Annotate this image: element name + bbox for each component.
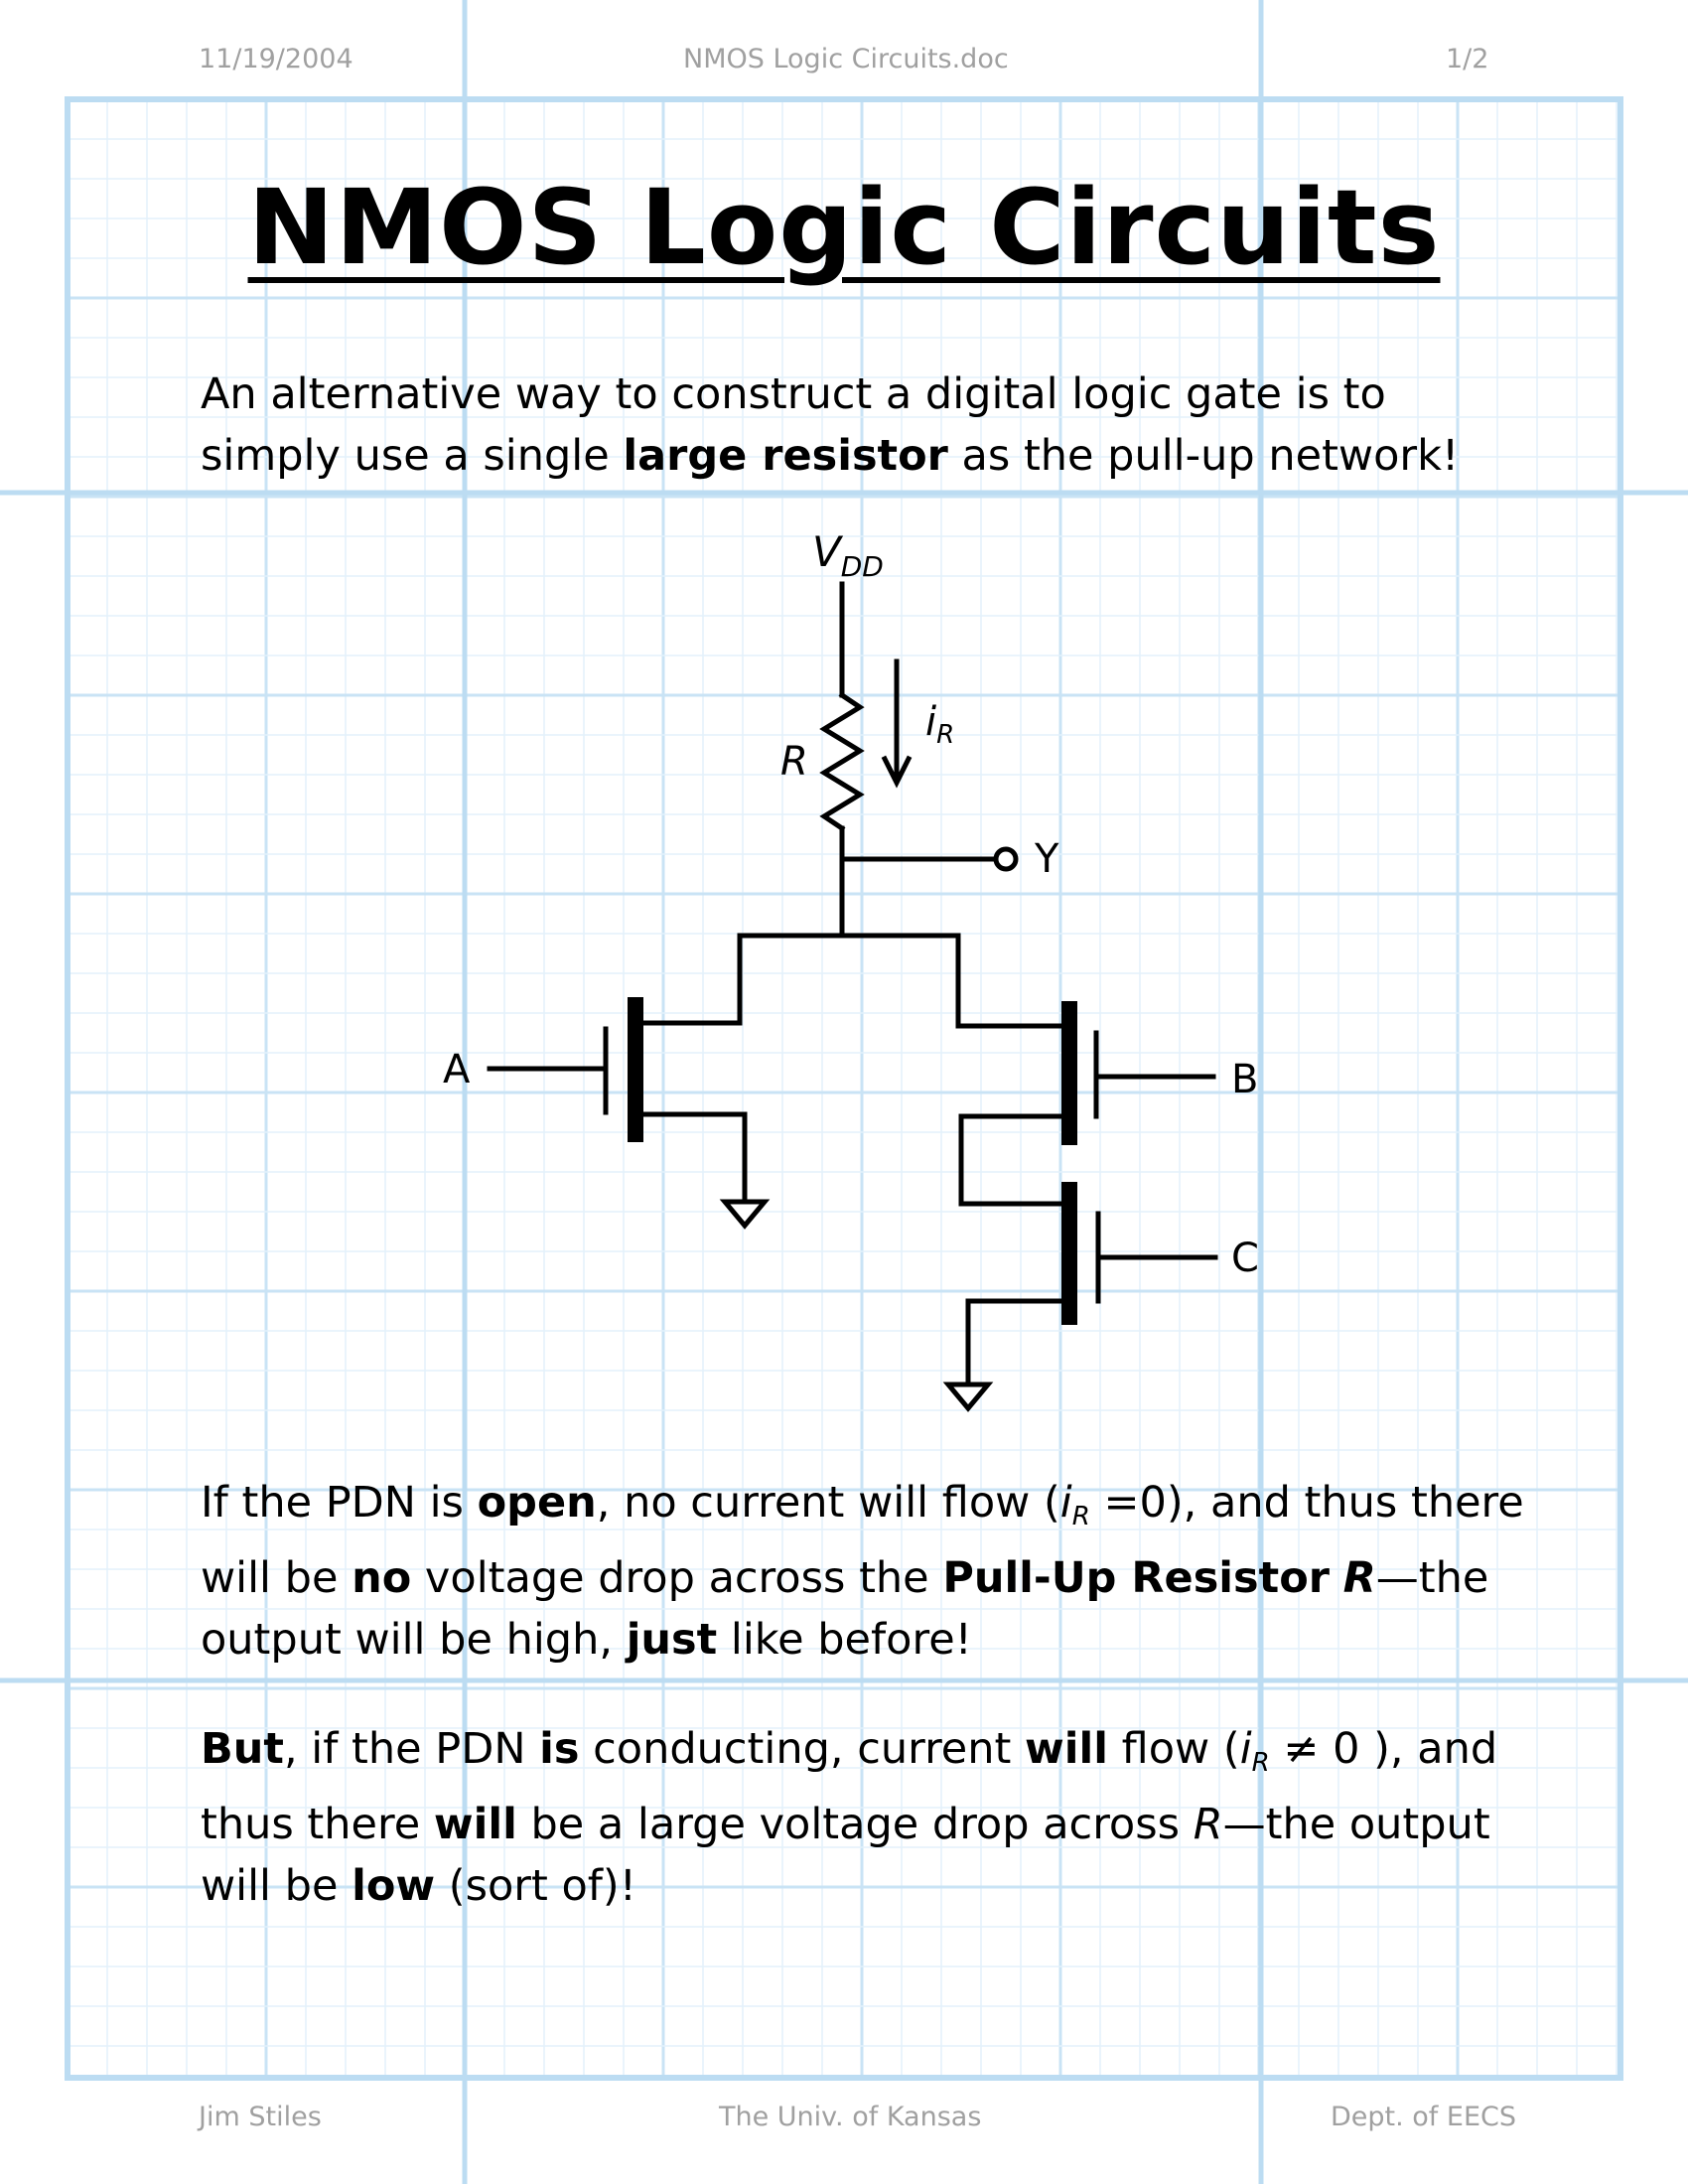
page-title: NMOS Logic Circuits <box>247 167 1441 288</box>
header-date: 11/19/2004 <box>199 44 353 74</box>
cond-current-symbol: i <box>1239 1724 1252 1774</box>
footer-department: Dept. of EECS <box>1331 2102 1517 2132</box>
open-text-3: =0), and thus there will be <box>201 1478 1524 1603</box>
open-bold-italic-r: R <box>1342 1553 1376 1603</box>
open-current-symbol: i <box>1059 1478 1072 1528</box>
pdn-conducting-paragraph <box>201 1718 1531 1917</box>
cond-bold-low: low <box>352 1861 436 1911</box>
cond-text-3: flow ( <box>1108 1724 1240 1774</box>
input-label-b: B <box>1231 1057 1259 1102</box>
cond-text-2: conducting, current <box>579 1724 1026 1774</box>
cond-text-1: , if the PDN <box>283 1724 540 1774</box>
intro-text-2: as the pull-up network! <box>947 431 1460 481</box>
cond-bold-will-2: will <box>433 1800 517 1849</box>
open-bold-no: no <box>352 1553 412 1603</box>
intro-text-1: An alternative way to construct a digital logic gate is to simply use a single <box>201 369 1386 481</box>
open-text-6: like before! <box>717 1615 972 1665</box>
cond-text-4: ≠ 0 ), and thus there <box>201 1724 1498 1849</box>
open-text-1: If the PDN is <box>201 1478 478 1528</box>
cond-text-5: be a large voltage drop across <box>516 1800 1194 1849</box>
footer-university: The Univ. of Kansas <box>719 2102 982 2132</box>
cond-italic-r: R <box>1193 1800 1223 1849</box>
ground-a-icon <box>725 1202 765 1226</box>
input-label-c: C <box>1231 1236 1259 1281</box>
open-current-subscript: R <box>1071 1502 1090 1531</box>
cond-bold-but: But <box>201 1724 284 1774</box>
current-label: $i_R$ <box>925 699 955 750</box>
resistor-label: R <box>780 739 808 785</box>
output-terminal-icon <box>996 849 1016 869</box>
cond-text-7: (sort of)! <box>435 1861 636 1911</box>
open-text-4: voltage drop across the <box>411 1553 943 1603</box>
cond-bold-will-1: will <box>1025 1724 1108 1774</box>
open-text-5: —the output will be high, <box>201 1553 1489 1665</box>
pdn-open-paragraph <box>201 1472 1531 1671</box>
pull-up-resistor <box>824 695 860 828</box>
header-filename: NMOS Logic Circuits.doc <box>683 44 1009 74</box>
output-label-y: Y <box>1035 836 1059 882</box>
open-bold-just: just <box>626 1615 718 1665</box>
header-page-number: 1/2 <box>1446 44 1489 74</box>
vdd-label: $V_{DD}$ <box>812 527 884 583</box>
input-label-a: A <box>443 1047 471 1092</box>
open-text-2: , no current will flow ( <box>596 1478 1060 1528</box>
cond-bold-is: is <box>539 1724 580 1774</box>
drain-bus-wire <box>740 936 958 1026</box>
series-link-wire <box>961 1116 1067 1204</box>
cond-current-subscript: R <box>1251 1748 1270 1778</box>
open-bold-pull-up-resistor: Pull-Up Resistor <box>942 1553 1330 1603</box>
open-bold-open: open <box>477 1478 597 1528</box>
ground-c-icon <box>948 1384 988 1408</box>
cond-text-6: —the output will be <box>201 1800 1490 1911</box>
footer-author: Jim Stiles <box>199 2102 322 2132</box>
intro-bold-large-resistor: large resistor <box>623 431 948 481</box>
